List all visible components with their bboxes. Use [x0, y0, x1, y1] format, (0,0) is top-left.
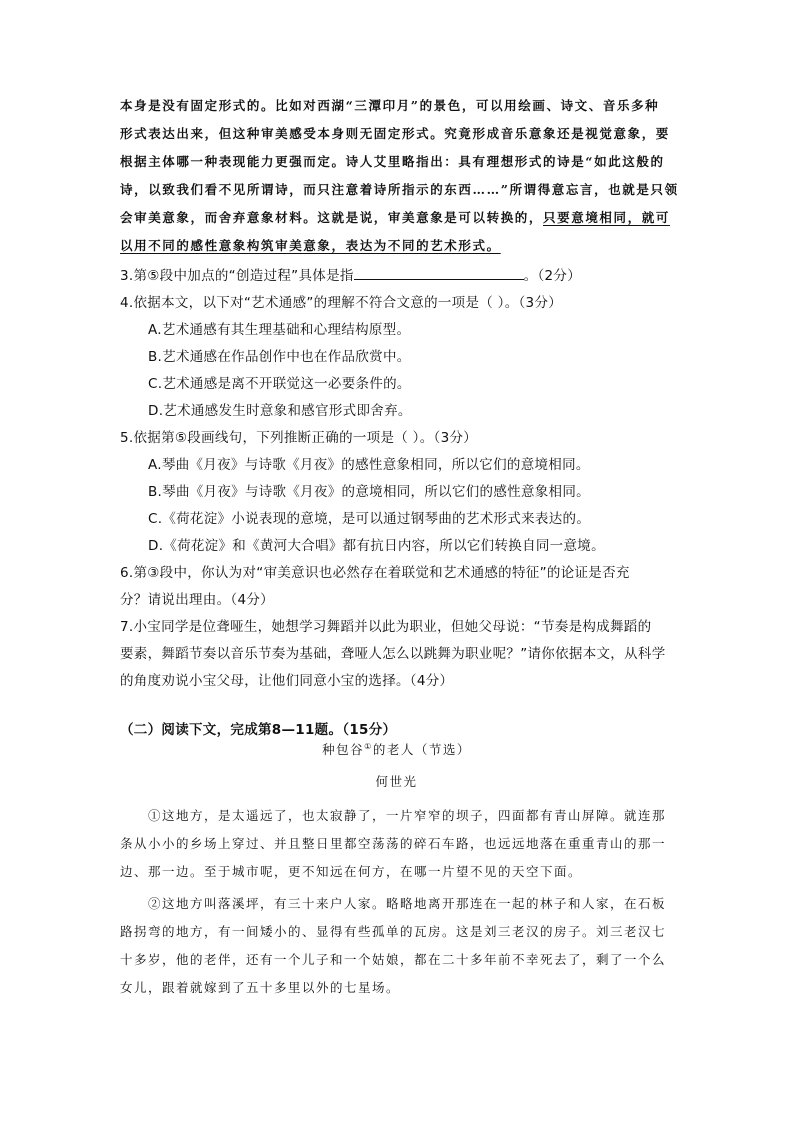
option-c: C.艺术通感是离不开联觉这一必要条件的。 [148, 376, 411, 392]
story-paragraph: ②这地方叫落溪坪，有三十来户人家。略略地离开那连在一起的林子和人家，在石板 [148, 896, 667, 911]
story-paragraph: ①这地方，是太遥远了，也太寂静了，一片窄窄的坝子，四面都有青山屏障。就连那 [148, 808, 667, 823]
story-paragraph: 条从小小的乡场上穿过、并且整日里都空荡荡的碎石车路，也远远地落在重重青山的那一 [120, 836, 667, 851]
section-heading: （二）阅读下文，完成第8—11题。（15分） [120, 722, 397, 738]
story-paragraph: 路拐弯的地方，有一间矮小的、显得有些孤单的瓦房。这是刘三老汉的房子。刘三老汉七 [120, 924, 667, 939]
option-b: B.艺术通感在作品创作中也在作品欣赏中。 [148, 349, 411, 365]
story-title [0, 740, 793, 758]
question-3 [120, 264, 581, 284]
option-b: B.琴曲《月夜》与诗歌《月夜》的意境相同，所以它们的感性意象相同。 [148, 484, 590, 500]
underlined-sentence: 以用不同的感性意象构筑审美意象，表达为不同的艺术形式。 [120, 238, 501, 253]
option-c: C.《荷花淀》小说表现的意境，是可以通过钢琴曲的艺术形式来表达的。 [148, 511, 591, 527]
option-a: A.琴曲《月夜》与诗歌《月夜》的感性意象相同，所以它们的意境相同。 [148, 457, 590, 473]
footnote-mark: ① [364, 741, 373, 751]
option-d: D.艺术通感发生时意象和感官形式即舍弃。 [148, 403, 412, 419]
option-d: D.《荷花淀》和《黄河大合唱》都有抗日内容，所以它们转换自同一意境。 [148, 538, 605, 554]
story-title-text: 的老人（节选） [372, 742, 471, 757]
question-7: 7.小宝同学是位聋哑生，她想学习舞蹈并以此为职业，但她父母说：“节奏是构成舞蹈的 [120, 619, 652, 635]
question-7-cont: 的角度劝说小宝父母，让他们同意小宝的选择。（4分） [120, 673, 454, 689]
story-title-text: 种包谷 [322, 742, 365, 757]
question-6-cont: 分？请说出理由。（4分） [120, 592, 274, 608]
story-paragraph: 女儿，跟着就嫁到了五十多里以外的七星场。 [120, 980, 401, 995]
story-paragraph: 十多岁，他的老伴，还有一个儿子和一个姑娘，都在二十多年前不幸死去了，剩了一个么 [120, 952, 667, 967]
passage-line: 本身是没有固定形式的。比如对西湖“三潭印月”的景色，可以用绘画、诗文、音乐多种 [120, 98, 660, 113]
underlined-sentence: 只要意境相同，就可 [543, 210, 670, 225]
answer-blank[interactable] [354, 267, 524, 280]
option-a: A.艺术通感有其生理基础和心理结构原型。 [148, 322, 411, 338]
passage-text: 会审美意象，而舍弃意象材料。这就是说，审美意象是可以转换的， [120, 210, 544, 225]
question-text: 3.第⑤段中加点的“创造过程”具体是指 [120, 268, 354, 284]
passage-line: 诗，以致我们看不见所谓诗，而只注意着诗所指示的东西……”所谓得意忘言，也就是只领 [120, 182, 679, 197]
story-author: 何世光 [375, 774, 418, 789]
passage-line [120, 208, 670, 226]
question-score: 。（2分） [523, 268, 582, 284]
passage-line: 根据主体哪一种表现能力更强而定。诗人艾里略指出：具有理想形式的诗是“如此这般的 [120, 154, 665, 169]
question-7-cont: 要素，舞蹈节奏以音乐节奏为基础，聋哑人怎么以跳舞为职业呢？”请你依据本文，从科学 [120, 646, 666, 662]
question-5: 5.依据第⑤段画线句，下列推断正确的一项是（ ）。（3分） [120, 430, 478, 446]
story-paragraph: 边、那一边。至于城市呢，更不知远在何方，在哪一片望不见的天空下面。 [120, 864, 583, 879]
question-6: 6.第③段中，你认为对“审美意识也必然存在着联觉和艺术通感的特征”的论证是否充 [120, 565, 630, 581]
passage-line: 形式表达出来，但这种审美感受本身则无固定形式。究竟形成音乐意象还是视觉意象，要 [120, 126, 670, 141]
question-4: 4.依据本文，以下对“艺术通感”的理解不符合文意的一项是（ ）。（3分） [120, 295, 563, 311]
